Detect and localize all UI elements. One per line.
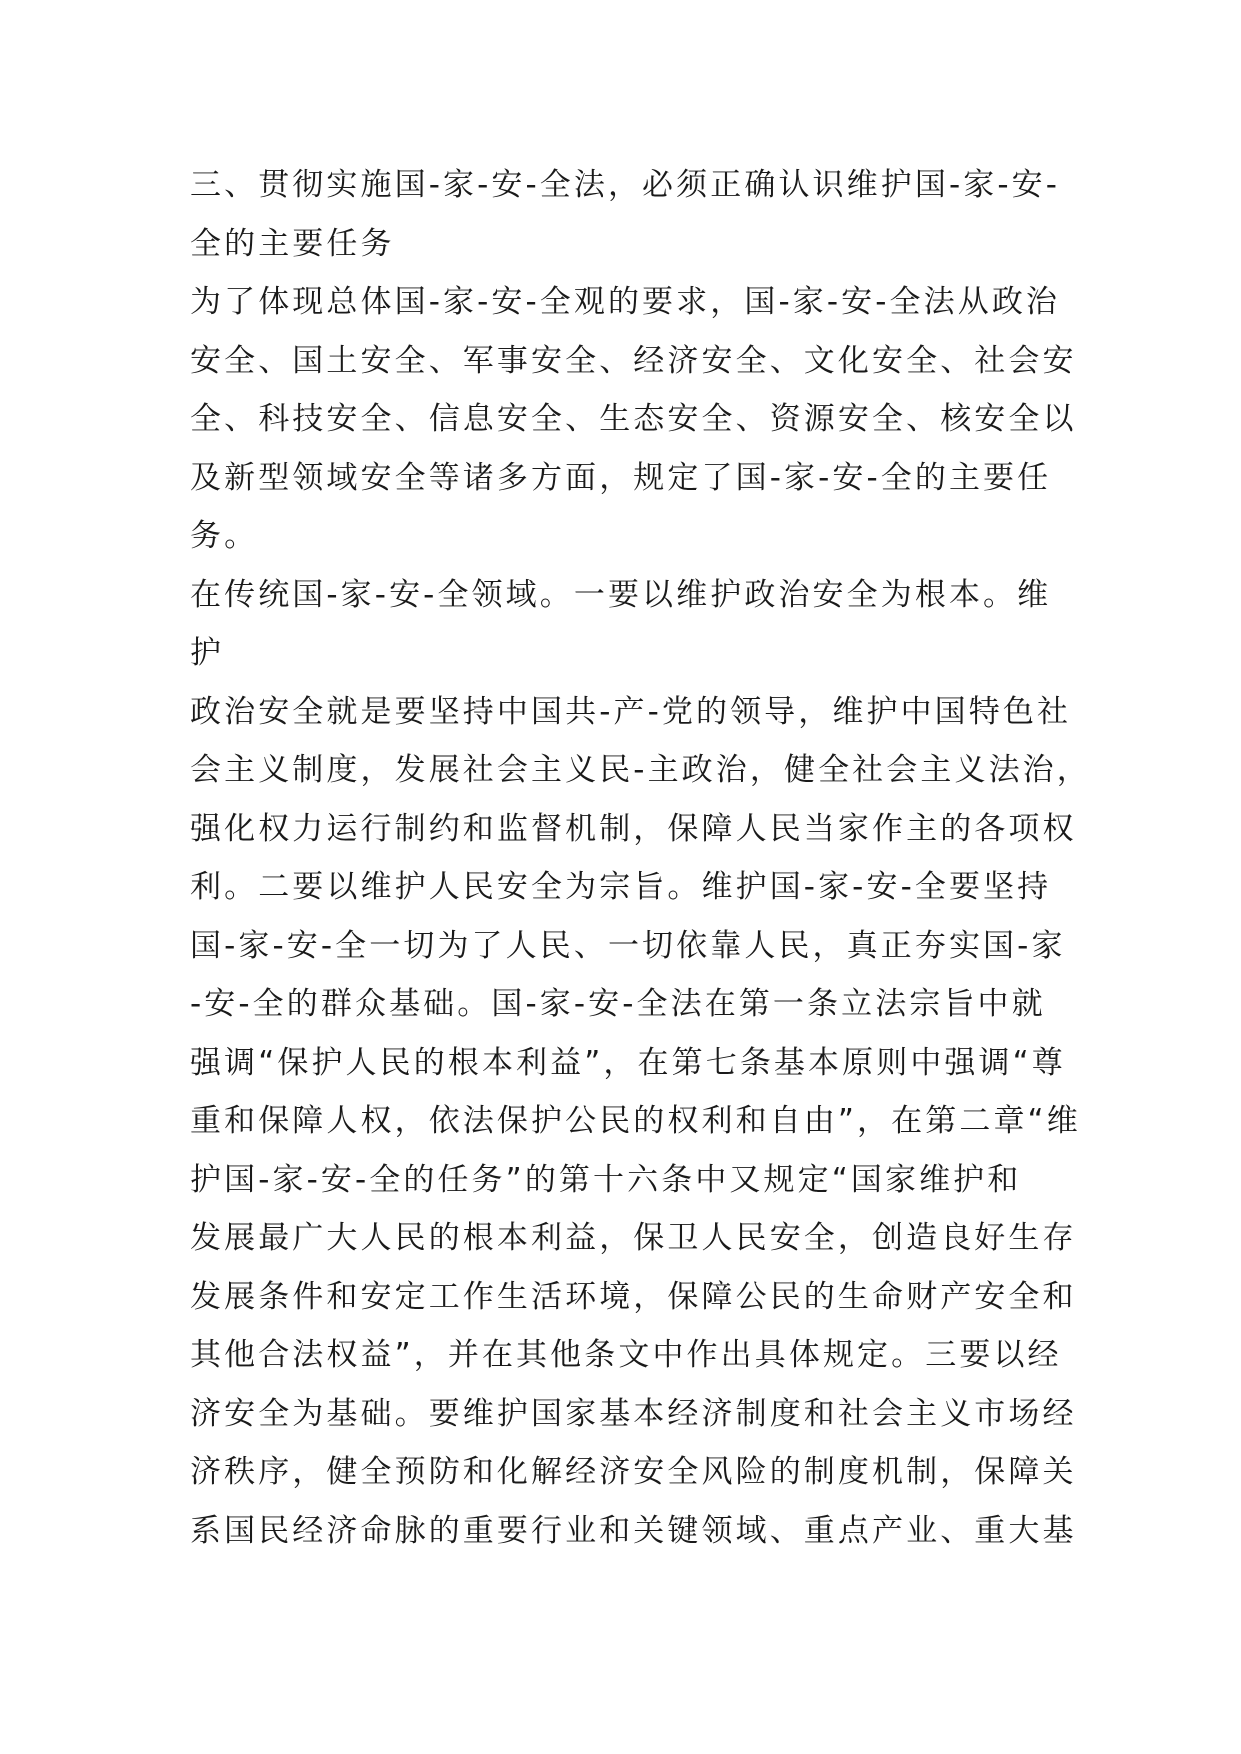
text-line: 发展最广大人民的根本利益，保卫人民安全，创造良好生存 <box>190 1220 1077 1256</box>
text-line: 护 <box>190 635 225 671</box>
document-page <box>190 156 1091 1560</box>
text-line: 利。二要以维护人民安全为宗旨。维护国-家-安-全要坚持 <box>190 869 1052 905</box>
text-line: 强调“保护人民的根本利益”，在第七条基本原则中强调“尊 <box>190 1044 1066 1081</box>
text-line: 济秩序，健全预防和化解经济安全风险的制度机制，保障关 <box>190 1454 1077 1490</box>
text-line: 强化权力运行制约和监督机制，保障人民当家作主的各项权 <box>190 810 1077 847</box>
text-line: 在传统国-家-安-全领域。一要以维护政治安全为根本。维 <box>190 576 1052 613</box>
text-line: 政治安全就是要坚持中国共-产-党的领导，维护中国特色社 <box>190 693 1072 730</box>
text-line: 护国-家-安-全的任务”的第十六条中又规定“国家维护和 <box>190 1161 1022 1198</box>
text-line: -安-全的群众基础。国-家-安-全法在第一条立法宗旨中就 <box>190 986 1046 1022</box>
text-line: 务。 <box>190 518 259 554</box>
text-line: 系国民经济命脉的重要行业和关键领域、重点产业、重大基 <box>190 1512 1077 1549</box>
section-heading-line: 三、贯彻实施国-家-安-全法，必须正确认识维护国-家-安- <box>190 167 1061 203</box>
text-line: 安全、国土安全、军事安全、经济安全、文化安全、社会安 <box>190 342 1077 379</box>
text-line: 及新型领域安全等诸多方面，规定了国-家-安-全的主要任 <box>190 459 1052 496</box>
text-line: 国-家-安-全一切为了人民、一切依靠人民，真正夯实国-家 <box>190 927 1066 964</box>
text-line: 发展条件和安定工作生活环境，保障公民的生命财产安全和 <box>190 1278 1077 1315</box>
text-line: 为了体现总体国-家-安-全观的要求，国-家-安-全法从政治 <box>190 284 1061 320</box>
text-line: 重和保障人权，依法保护公民的权利和自由”，在第二章“维 <box>190 1103 1081 1139</box>
section-heading-line: 全的主要任务 <box>190 225 395 262</box>
text-line: 会主义制度，发展社会主义民-主政治，健全社会主义法治， <box>190 752 1091 788</box>
text-line: 济安全为基础。要维护国家基本经济制度和社会主义市场经 <box>190 1395 1077 1432</box>
text-line: 其他合法权益”，并在其他条文中作出具体规定。三要以经 <box>190 1337 1062 1373</box>
text-line: 全、科技安全、信息安全、生态安全、资源安全、核安全以 <box>190 401 1077 437</box>
